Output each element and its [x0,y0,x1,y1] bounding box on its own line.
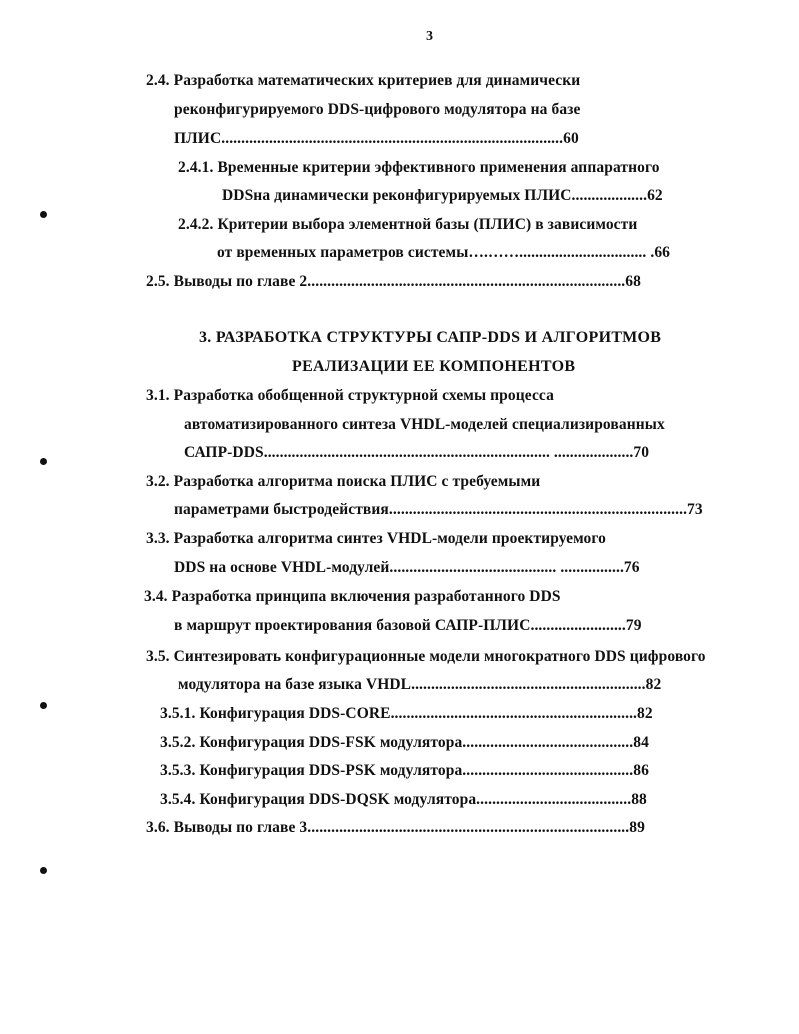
toc-entry-2-4-2-line-1: 2.4.2. Критерии выбора элементной базы (ПЛИС) в зависимости [178,216,638,233]
page-number: 3 [426,29,433,44]
toc-entry-3-1-line-1: 3.1. Разработка обобщенной структурной схемы процесса [146,387,554,404]
toc-entry-3-5-1: 3.5.1. Конфигурация DDS-CORE..............................................................82 [160,705,653,722]
toc-entry-2-4-line-2: реконфигурируемого DDS-цифрового модулятора на базе [174,101,581,118]
margin-dot [40,211,47,218]
toc-entry-3-5-line-2: модулятора на базе языка VHDL...........................................................82 [178,676,662,693]
toc-entry-3-5-4: 3.5.4. Конфигурация DDS-DQSK модулятора.......................................88 [160,791,647,808]
margin-dot [40,867,47,874]
toc-entry-3-1-line-3: САПР-DDS........................................................................ ....................70 [184,444,650,461]
toc-entry-3-5-3: 3.5.3. Конфигурация DDS-PSK модулятора...........................................86 [160,762,649,779]
toc-entry-2-4-line-3: ПЛИС......................................................................................60 [174,130,579,147]
toc-entry-2-4-1-line-2: DDSна динамически реконфигурируемых ПЛИС...................62 [222,187,663,204]
chapter-3-heading-line-2: РЕАЛИЗАЦИИ ЕЕ КОМПОНЕНТОВ [292,358,576,375]
toc-entry-3-3-line-2: DDS на основе VHDL-модулей.......................................... ................76 [174,559,640,576]
toc-entry-3-3-line-1: 3.3. Разработка алгоритма синтез VHDL-модели проектируемого [146,530,606,547]
toc-entry-3-4-line-1: 3.4. Разработка принципа включения разработанного DDS [144,588,561,605]
chapter-3-heading-line-1: 3. РАЗРАБОТКА СТРУКТУРЫ САПР-DDS И АЛГОРИТМОВ [199,329,662,346]
toc-entry-2-4-2-line-2: от временных параметров системы….……................................ .66 [217,244,671,261]
toc-entry-2-4-line-1: 2.4. Разработка математических критериев для динамически [146,72,581,89]
toc-entry-3-2-line-1: 3.2. Разработка алгоритма поиска ПЛИС с требуемыми [146,473,541,490]
toc-entry-3-5-line-1: 3.5. Синтезировать конфигурационные модели многократного DDS цифрового [146,648,706,665]
toc-entry-3-1-line-2: автоматизированного синтеза VHDL-моделей специализированных [184,416,665,433]
toc-entry-2-4-1-line-1: 2.4.1. Временные критерии эффективного применения аппаратного [178,159,660,176]
margin-dot [40,458,47,465]
toc-entry-3-4-line-2: в маршрут проектирования базовой САПР-ПЛИС........................79 [174,617,642,634]
margin-dot [40,702,47,709]
toc-entry-3-2-line-2: параметрами быстродействия...........................................................................73 [174,501,703,518]
toc-entry-3-6: 3.6. Выводы по главе 3.................................................................................89 [146,819,645,836]
toc-entry-3-5-2: 3.5.2. Конфигурация DDS-FSK модулятора...........................................84 [160,734,649,751]
toc-entry-2-5: 2.5. Выводы по главе 2................................................................................68 [146,273,641,290]
